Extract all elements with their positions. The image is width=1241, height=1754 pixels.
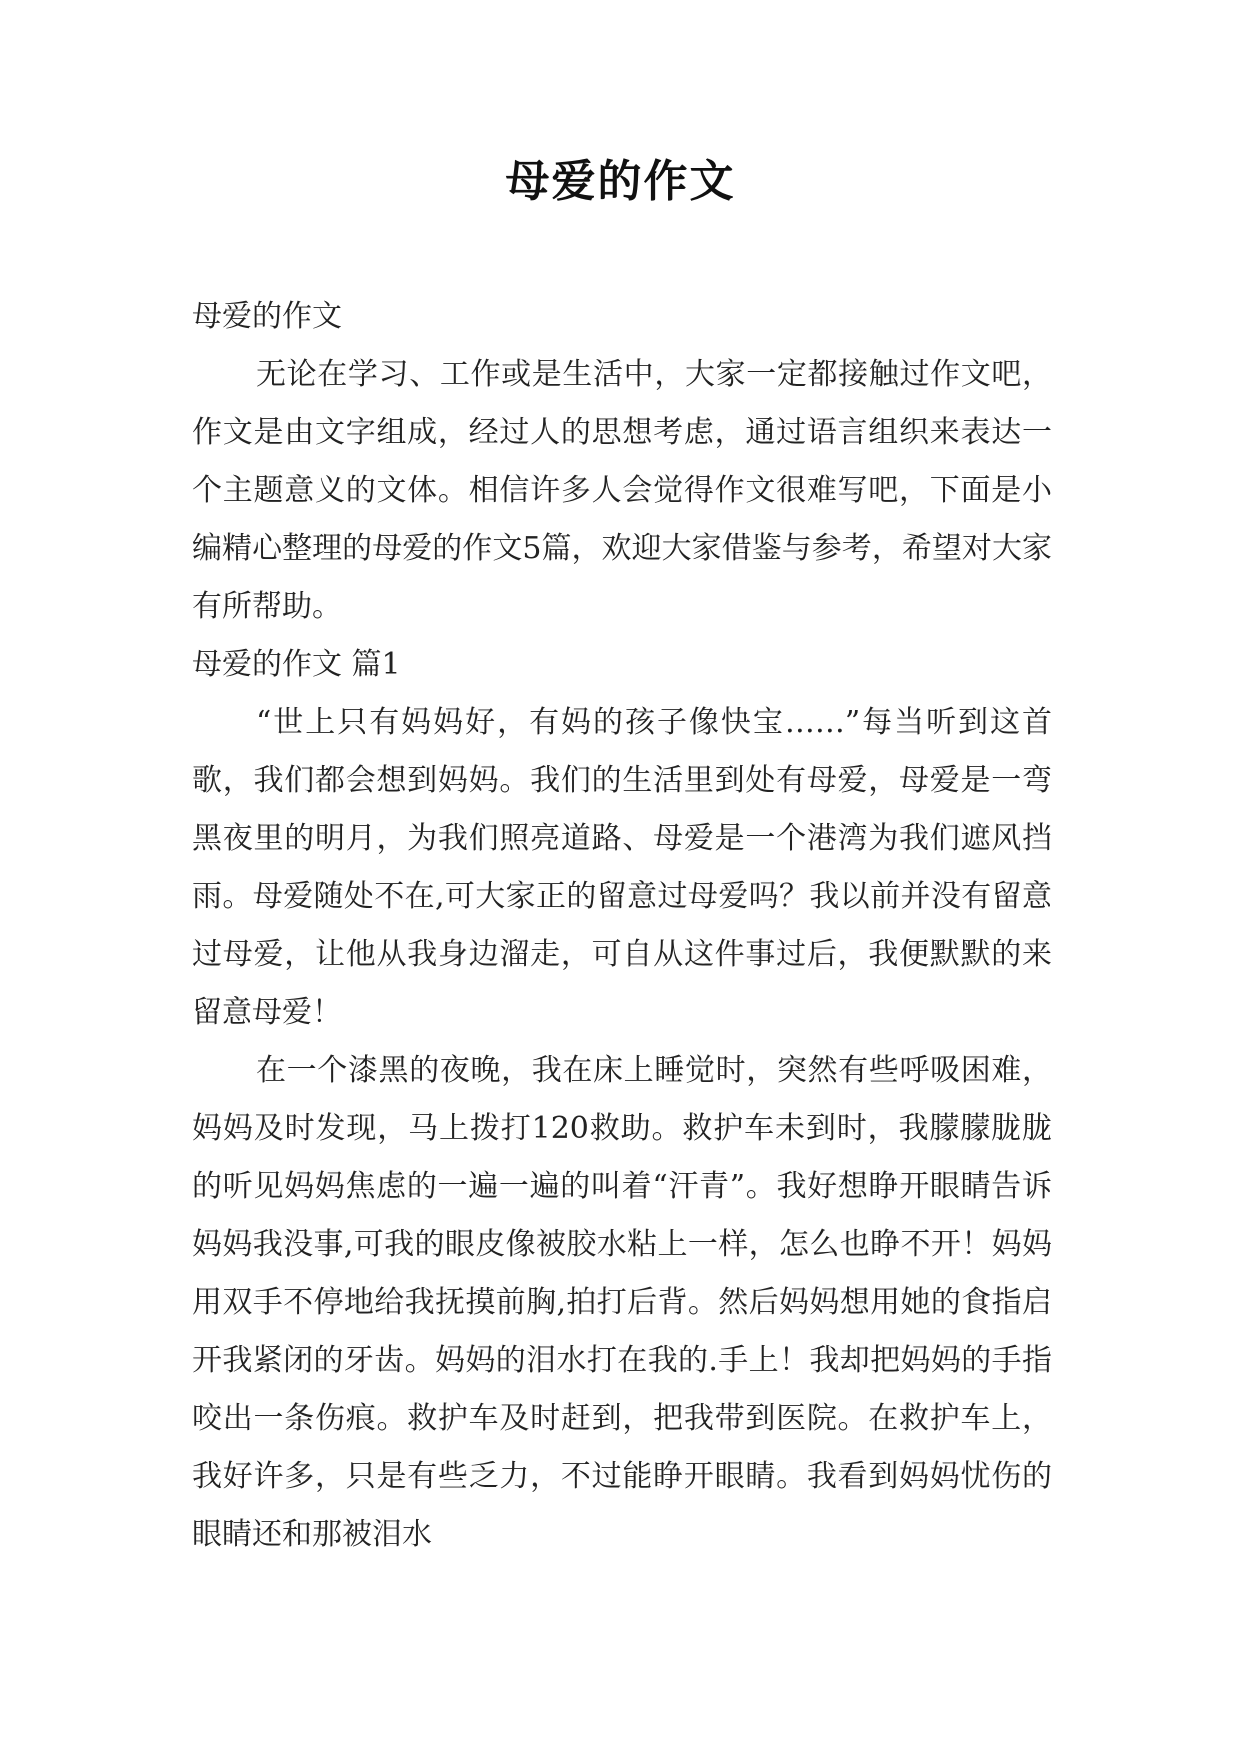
document-title: 母爱的作文 bbox=[505, 156, 736, 207]
document-body bbox=[192, 288, 1052, 1564]
body-paragraph: 在一个漆黑的夜晚，我在床上睡觉时，突然有些呼吸困难，妈妈及时发现，马上拨打120救助。救护车未到时，我朦朦胧胧的听见妈妈焦虑的一遍一遍的叫着“汗青”。我好想睁开眼睛告诉妈妈我没事,可我的眼皮像被胶水粘上一样，怎么也睁不开！妈妈用双手不停地给我抚摸前胸,拍打后背。然后妈妈想用她的食指启开我紧闭的牙齿。妈妈的泪水打在我的.手上！我却把妈妈的手指咬出一条伤痕。救护车及时赶到，把我带到医院。在救护车上，我好许多，只是有些乏力，不过能睁开眼睛。我看到妈妈忧伤的眼睛还和那被泪水 bbox=[192, 1053, 1052, 1552]
body-paragraph: “世上只有妈妈好，有妈的孩子像快宝……”每当听到这首歌，我们都会想到妈妈。我们的生活里到处有母爱，母爱是一弯黑夜里的明月，为我们照亮道路、母爱是一个港湾为我们遮风挡雨。母爱随处不在,可大家正的留意过母爱吗？我以前并没有留意过母爱，让他从我身边溜走，可自从这件事过后，我便默默的来留意母爱！ bbox=[192, 705, 1052, 1030]
intro-paragraph: 无论在学习、工作或是生活中，大家一定都接触过作文吧，作文是由文字组成，经过人的思想考虑，通过语言组织来表达一个主题意义的文体。相信许多人会觉得作文很难写吧，下面是小编精心整理的母爱的作文5篇，欢迎大家借鉴与参考，希望对大家有所帮助。 bbox=[192, 357, 1052, 624]
section-heading: 母爱的作文 篇1 bbox=[192, 647, 401, 682]
essay-heading: 母爱的作文 bbox=[192, 299, 342, 334]
